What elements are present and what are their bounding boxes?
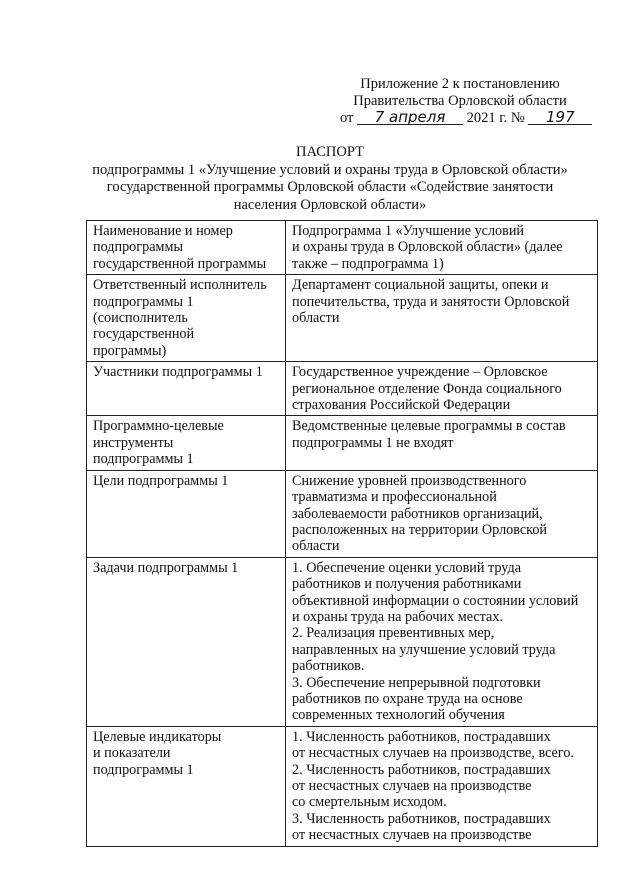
cell-line: со смертельным исходом. bbox=[292, 794, 447, 811]
cell-line: Цели подпрограммы 1 bbox=[93, 472, 229, 489]
cell-line: Подпрограмма 1 «Улучшение условий bbox=[292, 223, 525, 239]
row-value-cell bbox=[286, 726, 598, 846]
cell-line: области bbox=[292, 310, 340, 327]
cell-line: государственной программы bbox=[93, 255, 267, 272]
title-line-1: подпрограммы 1 «Улучшение условий и охраны труда в Орловской области» bbox=[92, 161, 568, 178]
row-value-cell bbox=[286, 470, 598, 557]
row-label-cell bbox=[87, 557, 286, 726]
row-value-cell bbox=[286, 221, 598, 275]
table-row bbox=[87, 362, 598, 416]
cell-line: и охраны труда в Орловской области» (далее bbox=[292, 239, 563, 256]
cell-line: работников и получения работниками bbox=[292, 576, 522, 593]
cell-line: 3. Численность работников, пострадавших bbox=[292, 810, 551, 827]
cell-line: подпрограммы 1 bbox=[93, 451, 194, 468]
cell-line: и охраны труда на рабочих местах. bbox=[292, 608, 503, 625]
cell-line: от несчастных случаев на производстве bbox=[292, 778, 532, 794]
cell-line: Целевые индикаторы bbox=[93, 728, 222, 745]
handwritten-number: 197 bbox=[528, 110, 592, 125]
cell-line: страхования Российской Федерации bbox=[292, 397, 511, 414]
row-value-cell bbox=[286, 362, 598, 416]
cell-line: также – подпрограмма 1) bbox=[292, 255, 444, 272]
cell-line: государственной bbox=[93, 326, 195, 343]
cell-line: травматизма и профессиональной bbox=[292, 489, 497, 506]
cell-line: инструменты bbox=[93, 434, 174, 451]
row-value-cell bbox=[286, 416, 598, 470]
cell-line: 1. Численность работников, пострадавших bbox=[292, 728, 551, 745]
cell-line: и показатели bbox=[93, 745, 171, 762]
appendix-header bbox=[340, 76, 580, 127]
table-row bbox=[87, 726, 598, 846]
cell-line: объективной информации о состоянии условий bbox=[292, 592, 579, 609]
cell-line: 1. Обеспечение оценки условий труда bbox=[292, 559, 522, 576]
cell-line: 2. Реализация превентивных мер, bbox=[292, 625, 495, 642]
cell-line: работников. bbox=[292, 658, 365, 675]
cell-line: Департамент социальной защиты, опеки и bbox=[292, 277, 549, 294]
table-row bbox=[87, 221, 598, 275]
table-row bbox=[87, 275, 598, 362]
cell-line: Наименование и номер bbox=[93, 223, 233, 239]
cell-line: Ведомственные целевые программы в состав bbox=[292, 418, 566, 435]
row-label-cell bbox=[87, 470, 286, 557]
cell-line: Задачи подпрограммы 1 bbox=[93, 559, 239, 576]
cell-line: заболеваемости работников организаций, bbox=[292, 505, 543, 522]
cell-line: расположенных на территории Орловской bbox=[292, 521, 548, 538]
cell-line: Снижение уровней производственного bbox=[292, 472, 527, 489]
cell-line: от несчастных случаев на производстве bbox=[292, 827, 532, 844]
row-value-cell bbox=[286, 557, 598, 726]
passport-table-body bbox=[87, 221, 598, 847]
title-heading: ПАСПОРТ bbox=[296, 144, 364, 160]
cell-line: 3. Обеспечение непрерывной подготовки bbox=[292, 674, 541, 691]
cell-line: Участники подпрограммы 1 bbox=[93, 364, 263, 381]
appendix-date-line bbox=[340, 110, 580, 127]
handwritten-date: 7 апреля bbox=[357, 110, 463, 125]
cell-line: 2. Численность работников, пострадавших bbox=[292, 761, 551, 778]
cell-line: подпрограммы 1 bbox=[93, 761, 194, 778]
row-value-cell bbox=[286, 275, 598, 362]
row-label-cell bbox=[87, 275, 286, 362]
row-label-cell bbox=[87, 726, 286, 846]
cell-line: региональное отделение Фонда социального bbox=[292, 380, 562, 397]
row-label-cell bbox=[87, 221, 286, 275]
cell-line: области bbox=[292, 538, 340, 555]
cell-line: современных технологий обучения bbox=[292, 707, 505, 724]
passport-title bbox=[40, 144, 620, 214]
cell-line: попечительства, труда и занятости Орловской bbox=[292, 293, 570, 310]
cell-line: подпрограммы bbox=[93, 239, 183, 256]
cell-line: подпрограммы 1 не входят bbox=[292, 434, 454, 451]
cell-line: от несчастных случаев на производстве, всего. bbox=[292, 745, 574, 762]
cell-line: Программно-целевые bbox=[93, 418, 224, 435]
row-label-cell bbox=[87, 362, 286, 416]
title-line-3: населения Орловской области» bbox=[233, 196, 427, 213]
cell-line: направленных на улучшение условий труда bbox=[292, 641, 556, 658]
table-row bbox=[87, 416, 598, 470]
cell-line: Ответственный исполнитель bbox=[93, 277, 267, 294]
passport-table bbox=[86, 220, 598, 847]
appendix-line-2: Правительства Орловской области bbox=[353, 93, 567, 109]
cell-line: подпрограммы 1 bbox=[93, 293, 194, 310]
cell-line: работников по охране труда на основе bbox=[292, 690, 523, 707]
title-line-2: государственной программы Орловской области «Содействие занятости bbox=[106, 179, 554, 195]
cell-line: (соисполнитель bbox=[93, 310, 188, 327]
row-label-cell bbox=[87, 416, 286, 470]
appendix-year: 2021 г. № bbox=[466, 110, 525, 126]
table-row bbox=[87, 557, 598, 726]
appendix-line-1: Приложение 2 к постановлению bbox=[360, 76, 560, 92]
cell-line: программы) bbox=[93, 342, 167, 359]
appendix-prefix: от bbox=[340, 110, 354, 126]
cell-line: Государственное учреждение – Орловское bbox=[292, 364, 548, 381]
table-row bbox=[87, 470, 598, 557]
